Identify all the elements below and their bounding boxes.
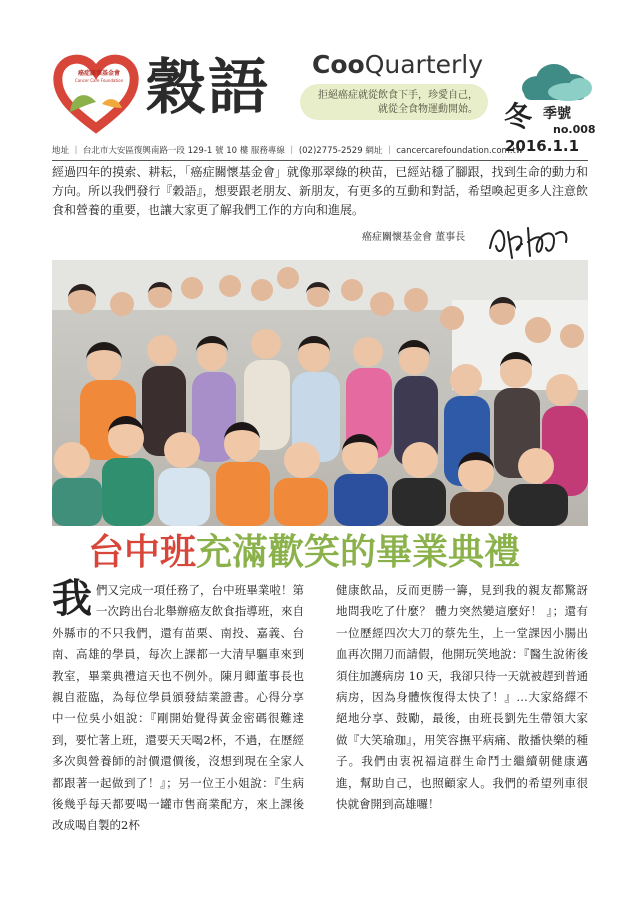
slogan [318, 89, 478, 117]
group-photo-image [52, 260, 588, 526]
group-photo [52, 260, 588, 526]
article-column-left-text: 們又完成一項任務了，台中班畢業啦！第一次跨出台北舉辦癌友飲食指導班，來自外縣市的不只我們，還有苗栗、南投、嘉義、台南、高雄的學員，每次上課都一大清早驅車來到教室，畢業典禮這天也不例外。陳月卿董事長也親自蒞臨，為每位學員頒發結業證書。心得分享中一位吳小姐說：『剛開始覺得黃金密碼很難達到，要忙著上班，還要天天喝2杯，不過，在歷經多次與營養師的討價還價後，沒想到現在全家人都跟著一起做到了！』；另一位王小姐說：『生病後幾乎每天都要喝一罐市售商業配方，來上課後改成喝自製的2杯 [52, 583, 304, 833]
foundation-logo [52, 50, 140, 138]
article-column-left [52, 575, 304, 837]
newsletter-title: 穀語 [146, 53, 270, 123]
issue-date: 2016.1.1 [505, 137, 580, 155]
signer-title: 癌症關懷基金會 董事長 [362, 232, 466, 243]
foundation-name-en: Cancer Care Foundation [74, 78, 124, 83]
contact-line: 地址 ｜ 台北市大安區復興南路一段 129-1 號 10 樓 服務專線 ｜ (02)2775-2529 網址 ｜ cancercarefoundation.com.tw [52, 146, 523, 156]
newsletter-title-en [312, 50, 483, 80]
title-en-rest: Quarterly [364, 50, 484, 79]
cloud-icon [516, 62, 594, 102]
article-headline [88, 530, 520, 574]
headline-part-1: 台中班 [88, 531, 197, 573]
season-label: 季號 [543, 106, 571, 122]
headline-part-2: 充滿歡笑的畢業典禮 [196, 531, 521, 573]
chairman-signature [484, 218, 574, 262]
issue-number: no.008 [553, 123, 596, 136]
intro-paragraph: 經過四年的摸索、耕耘，「癌症關懷基金會」就像那翠綠的秧苗，已經站穩了腳跟，找到生命的動力和方向。所以我們發行『穀語』，想要跟老朋友、新朋友，有更多的互動和對話，希望喚起更多人注意飲食和營養的重要，也讓大家更了解我們工作的方向和進展。 [52, 165, 588, 217]
header-divider [52, 160, 588, 161]
slogan-line-1: 拒絕癌症就從飲食下手，珍愛自己， [318, 90, 478, 101]
foundation-name-cn: 癌症關懷基金會 [77, 70, 120, 77]
article-column-right: 健康飲品，反而更勝一籌，見到我的親友都驚訝地問我吃了什麼？ 體力突然變這麼好！ 』；還有一位歷經四次大刀的蔡先生，上一堂課因小腸出血再次開刀而請假，他開玩笑地說：『醫生說術後須住加護病房 10 天，我卻只待一天就被趕到普通病房，因為身體恢復得太快了！』…大家絡繹不絕地分享、鼓勵，最後，由班長劉先生帶領大家做『大笑瑜珈』，用笑容撫平病痛、散播快樂的種子。我們由衷祝福這群生命鬥士繼續朝健康邁進，幫助自己，也照顧家人。我們的希望列車很快就會開到高雄囉！ [336, 583, 588, 812]
foundation-name [74, 70, 124, 84]
season-glyph: 冬 [504, 100, 533, 133]
slogan-line-2: 就從全食物運動開始。 [378, 104, 478, 115]
article-dropcap: 我 [52, 575, 92, 622]
title-en-bold: Coo [312, 50, 365, 79]
